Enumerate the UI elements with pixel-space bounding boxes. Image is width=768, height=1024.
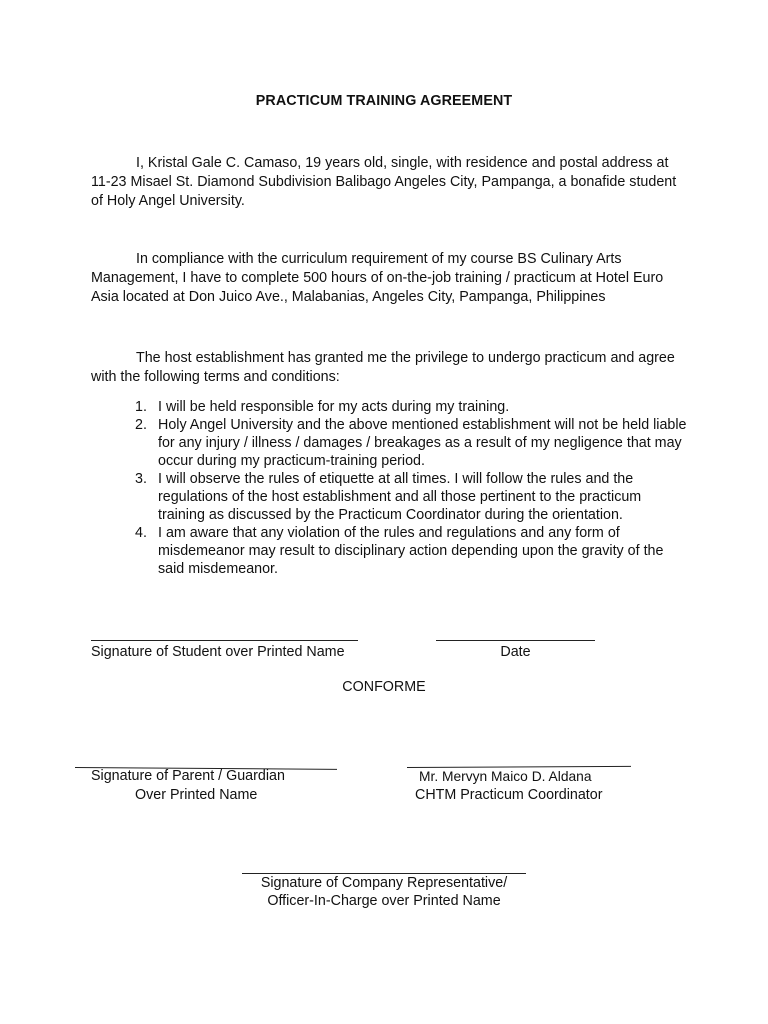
term-text: I will be held responsible for my acts during my training. — [158, 399, 510, 415]
parent-printed-name-label: Over Printed Name — [135, 787, 258, 803]
intro-paragraph — [91, 154, 691, 211]
student-signature-label: Signature of Student over Printed Name — [91, 644, 345, 660]
term-item — [91, 398, 691, 416]
student-signature-line — [91, 640, 358, 641]
term-number: 3. — [135, 471, 147, 487]
conforme-heading: CONFORME — [342, 679, 426, 695]
terms-list — [91, 398, 691, 578]
parent-signature-label: Signature of Parent / Guardian — [91, 768, 285, 784]
intro-paragraph-text: I, Kristal Gale C. Camaso, 19 years old, single, with residence and postal address at 11-23 Misael St. Diamond Subdivision Balibago Angeles City, Pampanga, a bonafide student of Holy Angel University. — [91, 155, 677, 209]
coordinator-name: Mr. Mervyn Maico D. Aldana — [419, 769, 592, 784]
term-item — [91, 416, 691, 470]
terms-intro-paragraph-text: The host establishment has granted me the privilege to undergo practicum and agree with the following terms and conditions: — [91, 350, 675, 385]
term-number: 2. — [135, 417, 147, 433]
company-printed-name-label: Officer-In-Charge over Printed Name — [267, 893, 501, 909]
company-signature-label: Signature of Company Representative/ — [260, 875, 508, 891]
document-title: PRACTICUM TRAINING AGREEMENT — [255, 93, 513, 109]
term-number: 4. — [135, 525, 147, 541]
coordinator-title: CHTM Practicum Coordinator — [415, 787, 603, 803]
term-item — [91, 524, 691, 578]
compliance-paragraph-text: In compliance with the curriculum requirement of my course BS Culinary Arts Management, I have to complete 500 hours of on-the-job training / practicum at Hotel Euro Asia located at Don Juico Ave., Malabanias, Angeles City, Pampanga, Philippines — [91, 251, 664, 305]
term-number: 1. — [135, 399, 147, 415]
terms-intro-paragraph — [91, 349, 691, 387]
term-text: Holy Angel University and the above mentioned establishment will not be held liable for any injury / illness / damages / breakages as a result of my negligence that may occur during my practicum-training period. — [158, 417, 687, 469]
term-item — [91, 470, 691, 524]
term-text: I will observe the rules of etiquette at all times. I will follow the rules and the regulations of the host establishment and all those pertinent to the practicum training as discussed by the Practicum Coordinator during the orientation. — [158, 471, 642, 523]
term-text: I am aware that any violation of the rules and regulations and any form of misdemeanor may result to disciplinary action depending upon the gravity of the said misdemeanor. — [158, 525, 664, 577]
date-line — [436, 640, 595, 641]
date-label: Date — [500, 644, 531, 660]
compliance-paragraph — [91, 250, 691, 307]
